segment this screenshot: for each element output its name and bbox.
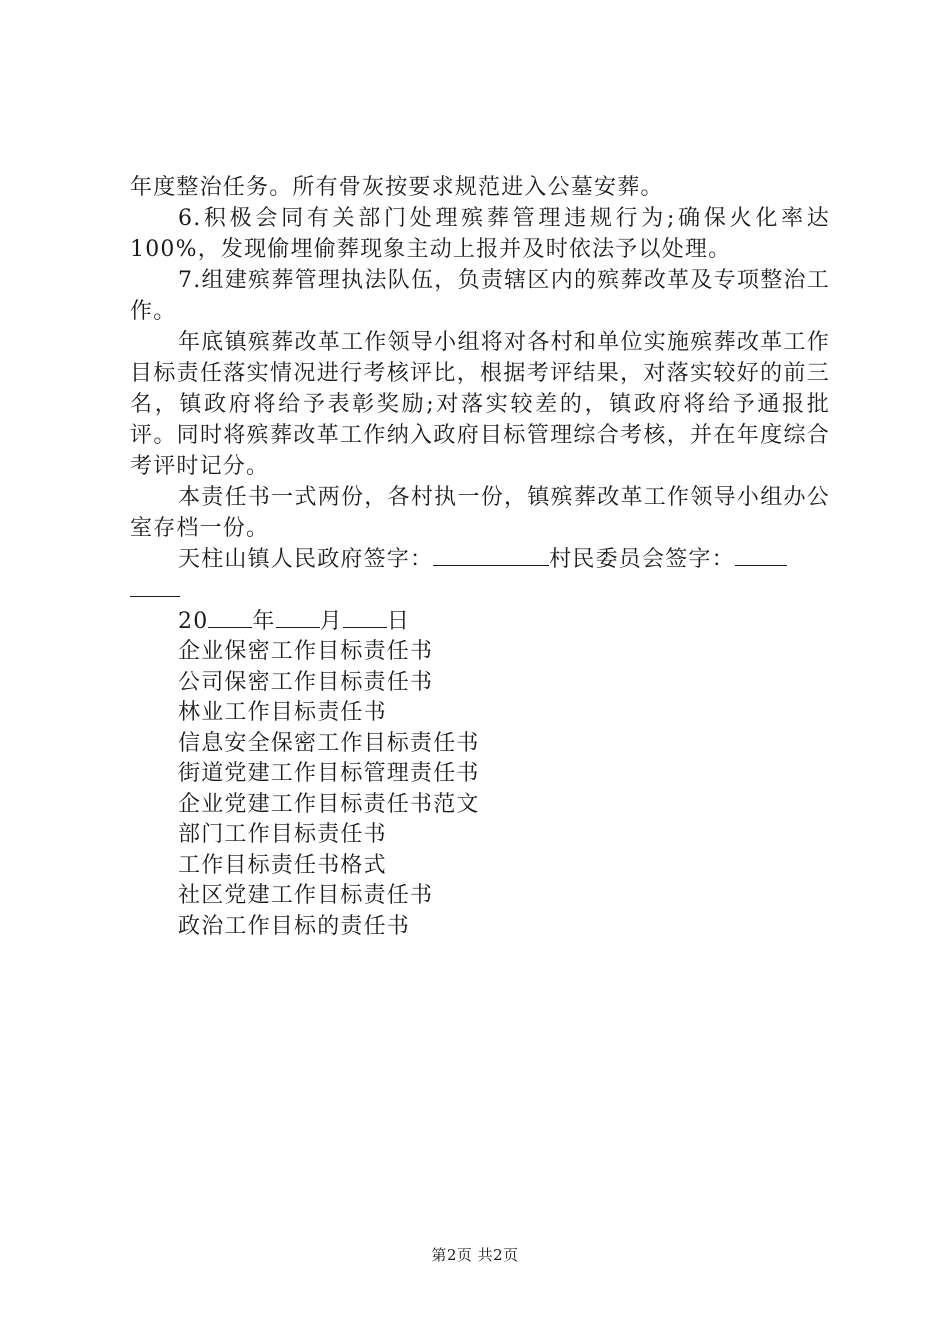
government-signature-label: 天柱山镇人民政府签字： — [178, 547, 434, 572]
related-titles-list — [130, 637, 830, 942]
related-title-item[interactable]: 社区党建工作目标责任书 — [178, 883, 434, 908]
government-signature-blank — [433, 547, 549, 566]
month-blank — [276, 609, 320, 628]
paragraph-continuation: 年度整治任务。所有骨灰按要求规范进入公墓安葬。 — [130, 175, 664, 200]
committee-signature-blank-continued — [130, 578, 180, 597]
signature-line-continued — [130, 575, 830, 606]
related-title-item[interactable]: 信息安全保密工作目标责任书 — [178, 730, 480, 756]
date-year-label: 年 — [252, 609, 276, 634]
related-title-item[interactable]: 街道党建工作目标管理责任书 — [178, 761, 480, 786]
year-blank — [208, 609, 252, 628]
paragraph-item-6: 6.积极会同有关部门处理殡葬管理违规行为;确保火化率达100%，发现偷埋偷葬现象主动上报并及时依法予以处理。 — [130, 206, 830, 262]
document-body — [130, 172, 830, 942]
page-footer: 第2页 共2页 — [431, 1246, 519, 1264]
related-title-item[interactable]: 公司保密工作目标责任书 — [178, 669, 434, 695]
related-title-item[interactable]: 企业党建工作目标责任书范文 — [178, 791, 480, 817]
related-title-item[interactable]: 政治工作目标的责任书 — [178, 913, 411, 939]
related-title-item[interactable]: 林业工作目标责任书 — [178, 700, 387, 725]
related-title-item[interactable]: 部门工作目标责任书 — [178, 822, 387, 847]
paragraph-copies: 本责任书一式两份，各村执一份，镇殡葬改革工作领导小组办公室存档一份。 — [130, 485, 830, 541]
day-blank — [343, 609, 387, 628]
date-month-label: 月 — [319, 609, 343, 634]
date-day-label: 日 — [386, 609, 411, 634]
committee-signature-blank — [735, 547, 787, 566]
date-century: 20 — [178, 609, 209, 634]
committee-signature-label: 村民委员会签字： — [549, 547, 735, 572]
date-line — [130, 606, 830, 637]
paragraph-item-7: 7.组建殡葬管理执法队伍，负责辖区内的殡葬改革及专项整治工作。 — [130, 268, 830, 324]
related-title-item[interactable]: 工作目标责任书格式 — [178, 852, 387, 878]
paragraph-assessment: 年底镇殡葬改革工作领导小组将对各村和单位实施殡葬改革工作目标责任落实情况进行考核评比，根据考评结果，对落实较好的前三名，镇政府将给予表彰奖励;对落实较差的，镇政府将给予通报批评。同时将殡葬改革工作纳入政府目标管理综合考核，并在年度综合考评时记分。 — [130, 330, 830, 479]
signature-line — [130, 544, 830, 575]
related-title-item[interactable]: 企业保密工作目标责任书 — [178, 639, 434, 664]
